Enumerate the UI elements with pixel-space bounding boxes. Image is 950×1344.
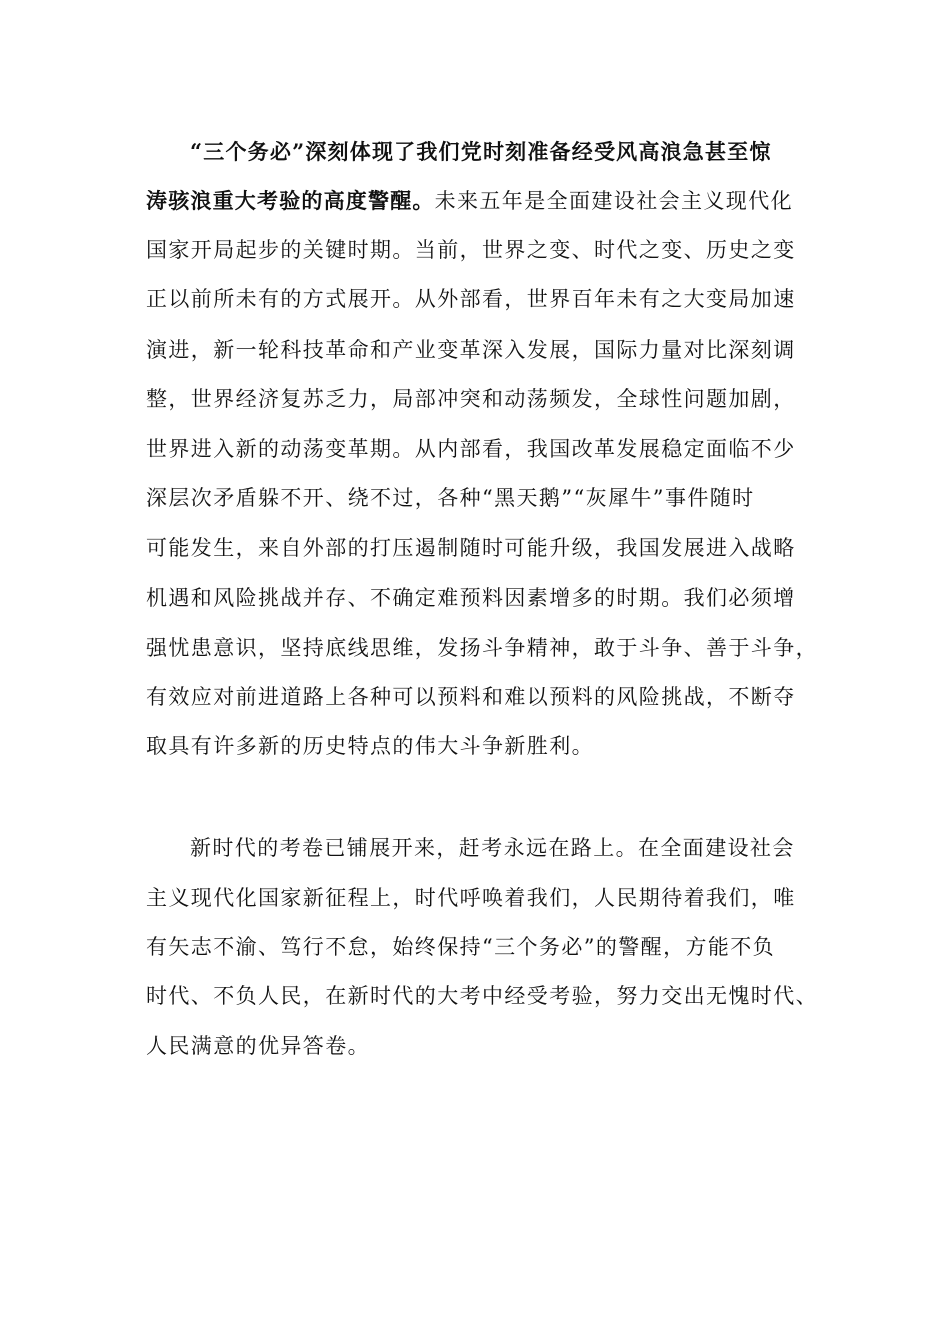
paragraph-1-line-10: 机遇和风险挑战并存、不确定难预料因素增多的时期。我们必须增 bbox=[146, 586, 796, 610]
paragraph-1-line-5: 演进，新一轮科技革命和产业变革深入发展，国际力量对比深刻调 bbox=[146, 338, 796, 362]
paragraph-1-line-7: 世界进入新的动荡变革期。从内部看，我国改革发展稳定面临不少 bbox=[146, 437, 796, 461]
paragraph-1-line-2-text: 未来五年是全面建设社会主义现代化 bbox=[434, 189, 794, 213]
paragraph-1-line-4: 正以前所未有的方式展开。从外部看，世界百年未有之大变局加速 bbox=[146, 287, 796, 311]
paragraph-1-line-3: 国家开局起步的关键时期。当前，世界之变、时代之变、历史之变 bbox=[146, 238, 796, 262]
paragraph-1-line-1: “三个务必”深刻体现了我们党时刻准备经受风高浪急甚至惊 bbox=[190, 139, 772, 164]
paragraph-2-line-5: 人民满意的优异答卷。 bbox=[146, 1034, 370, 1058]
paragraph-1-line-6: 整，世界经济复苏乏力，局部冲突和动荡频发，全球性问题加剧， bbox=[146, 387, 796, 411]
paragraph-2-line-1: 新时代的考卷已铺展开来，赶考永远在路上。在全面建设社会 bbox=[190, 836, 795, 860]
paragraph-1-line-8: 深层次矛盾躲不开、绕不过，各种“黑天鹅”“灰犀牛”事件随时 bbox=[146, 486, 755, 510]
paragraph-1-bold-lead: 涛骇浪重大考验的高度警醒。 bbox=[146, 188, 435, 213]
paragraph-1-line-11: 强忧患意识，坚持底线思维，发扬斗争精神，敢于斗争、善于斗争， bbox=[146, 636, 818, 660]
paragraph-1-line-2 bbox=[146, 185, 793, 217]
paragraph-2-line-4: 时代、不负人民，在新时代的大考中经受考验，努力交出无愧时代、 bbox=[146, 984, 818, 1008]
paragraph-2-line-3: 有矢志不渝、笃行不怠，始终保持“三个务必”的警醒，方能不负 bbox=[146, 935, 776, 959]
paragraph-1-line-12: 有效应对前进道路上各种可以预料和难以预料的风险挑战，不断夺 bbox=[146, 685, 796, 709]
paragraph-2-line-2: 主义现代化国家新征程上，时代呼唤着我们，人民期待着我们，唯 bbox=[146, 886, 796, 910]
paragraph-1-line-13: 取具有许多新的历史特点的伟大斗争新胜利。 bbox=[146, 734, 594, 758]
paragraph-1-line-9: 可能发生，来自外部的打压遏制随时可能升级，我国发展进入战略 bbox=[146, 536, 796, 560]
